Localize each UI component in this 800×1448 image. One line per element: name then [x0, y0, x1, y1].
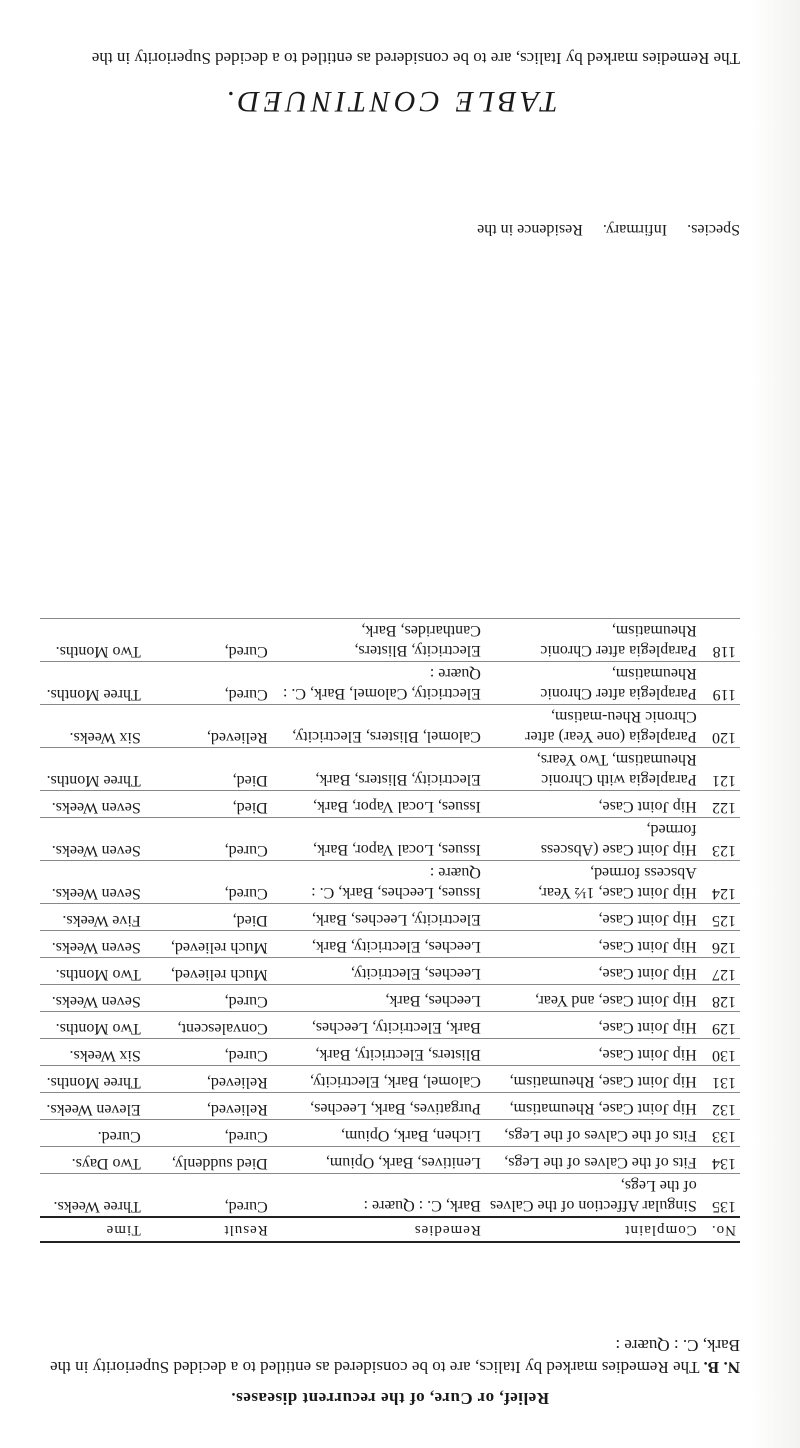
- time-cell: Seven Weeks.: [40, 861, 145, 904]
- table-row: [40, 705, 740, 748]
- case-table: [40, 618, 740, 1243]
- result-cell: Cured,: [145, 985, 272, 1012]
- result-cell: Cured,: [145, 1039, 272, 1066]
- table-row: [40, 904, 740, 931]
- time-cell: Eleven Weeks.: [40, 1093, 145, 1120]
- table-row: [40, 1039, 740, 1066]
- complaint-cell: Paraplegia after Chronic Rheumatism,: [485, 662, 701, 705]
- complaint-cell: Hip Joint Case,: [485, 791, 701, 818]
- time-cell: Seven Weeks.: [40, 985, 145, 1012]
- table-row: [40, 1174, 740, 1218]
- remedies-cell: Calomel, Bark, Electricity,: [272, 1066, 485, 1093]
- running-head: Relief, or Cure, of the recurrent diseases.: [230, 1389, 550, 1408]
- case-number: 131: [701, 1066, 740, 1093]
- complaint-cell: Paraplegia (one Year) after Chronic Rheu-matism,: [485, 705, 701, 748]
- time-cell: Seven Weeks.: [40, 931, 145, 958]
- remedies-cell: Leeches, Electricity,: [272, 958, 485, 985]
- time-cell: Six Weeks.: [40, 1039, 145, 1066]
- case-number: 128: [701, 985, 740, 1012]
- time-cell: Five Weeks.: [40, 904, 145, 931]
- result-cell: Died,: [145, 748, 272, 791]
- case-number: 120: [701, 705, 740, 748]
- remedies-cell: Electricity, Calomel, Bark, C. : Quære :: [272, 662, 485, 705]
- case-number: 132: [701, 1093, 740, 1120]
- result-cell: Cured,: [145, 818, 272, 861]
- case-number: 130: [701, 1039, 740, 1066]
- complaint-cell: Hip Joint Case,: [485, 1039, 701, 1066]
- case-number: 121: [701, 748, 740, 791]
- remedies-cell: Electricity, Leeches, Bark,: [272, 904, 485, 931]
- remedies-cell: Bark, Electricity, Leeches,: [272, 1012, 485, 1039]
- footer-infirmary: Infirmary.: [602, 221, 668, 238]
- table-row: [40, 791, 740, 818]
- case-number: 129: [701, 1012, 740, 1039]
- case-number: 122: [701, 791, 740, 818]
- table-row: [40, 1012, 740, 1039]
- result-cell: Much relieved,: [145, 958, 272, 985]
- remedies-cell: Leeches, Electricity, Bark,: [272, 931, 485, 958]
- table-row: [40, 748, 740, 791]
- complaint-cell: Paraplegia after Chronic Rheumatism,: [485, 619, 701, 662]
- result-cell: Died,: [145, 791, 272, 818]
- time-cell: Cured.: [40, 1120, 145, 1147]
- result-cell: Cured,: [145, 662, 272, 705]
- time-cell: Two Months.: [40, 619, 145, 662]
- table-row: [40, 861, 740, 904]
- complaint-cell: Hip Joint Case, and Year,: [485, 985, 701, 1012]
- result-cell: Much relieved,: [145, 931, 272, 958]
- complaint-cell: Hip Joint Case,: [485, 931, 701, 958]
- result-cell: Relieved,: [145, 705, 272, 748]
- time-cell: Three Months.: [40, 662, 145, 705]
- intro-text: The Remedies marked by Italics, are to be considered as entitled to a decided Superiority in the Bark, C. : Quære :: [50, 1336, 740, 1377]
- complaint-cell: Hip Joint Case, 1½ Year, Abscess formed,: [485, 861, 701, 904]
- remedies-cell: Bark, C. : Quære :: [272, 1174, 485, 1218]
- result-cell: Cured,: [145, 1174, 272, 1218]
- result-cell: Cured,: [145, 1120, 272, 1147]
- complaint-cell: Fits of the Calves of the Legs,: [485, 1147, 701, 1174]
- case-number: 123: [701, 818, 740, 861]
- complaint-cell: Hip Joint Case,: [485, 904, 701, 931]
- complaint-cell: Singular Affection of the Calves of the Legs,: [485, 1174, 701, 1218]
- case-number: 135: [701, 1174, 740, 1218]
- table-row: [40, 958, 740, 985]
- remedies-cell: Issues, Local Vapor, Bark,: [272, 791, 485, 818]
- time-cell: Three Months.: [40, 748, 145, 791]
- intro-label: N. B.: [703, 1358, 740, 1377]
- remedies-cell: Issues, Leeches, Bark, C. : Quære :: [272, 861, 485, 904]
- remedies-cell: Electricity, Blisters, Cantharides, Bark,: [272, 619, 485, 662]
- remedies-cell: Lenitives, Bark, Opium,: [272, 1147, 485, 1174]
- result-cell: Relieved,: [145, 1066, 272, 1093]
- intro-note: [50, 1334, 740, 1378]
- bottom-text: The Remedies marked by Italics, are to be considered as entitled to a decided Superiority in the: [91, 49, 740, 68]
- complaint-cell: Hip Joint Case,: [485, 958, 701, 985]
- result-cell: Cured,: [145, 619, 272, 662]
- table-body: [40, 619, 740, 1218]
- time-cell: Three Weeks.: [40, 1174, 145, 1218]
- result-cell: Relieved,: [145, 1093, 272, 1120]
- remedies-cell: Issues, Local Vapor, Bark,: [272, 818, 485, 861]
- remedies-cell: Leeches, Bark,: [272, 985, 485, 1012]
- complaint-cell: Paraplegia with Chronic Rheumatism, Two Years,: [485, 748, 701, 791]
- table-row: [40, 1120, 740, 1147]
- footer-residence: Residence in the: [477, 221, 583, 238]
- footer-species: Species.: [687, 221, 740, 238]
- time-cell: Two Months.: [40, 1012, 145, 1039]
- remedies-cell: Lichen, Bark, Opium,: [272, 1120, 485, 1147]
- table-row: [40, 1147, 740, 1174]
- complaint-cell: Hip Joint Case,: [485, 1012, 701, 1039]
- complaint-cell: Hip Joint Case, Rheumatism,: [485, 1093, 701, 1120]
- case-number: 119: [701, 662, 740, 705]
- case-number: 126: [701, 931, 740, 958]
- result-cell: Died,: [145, 904, 272, 931]
- time-cell: Two Months.: [40, 958, 145, 985]
- table-row: [40, 985, 740, 1012]
- table-row: [40, 619, 740, 662]
- table-header-row: [40, 1217, 740, 1242]
- case-number: 125: [701, 904, 740, 931]
- table-row: [40, 1066, 740, 1093]
- remedies-cell: Blisters, Electricity, Bark,: [272, 1039, 485, 1066]
- result-cell: Died suddenly,: [145, 1147, 272, 1174]
- table-row: [40, 1093, 740, 1120]
- case-number: 134: [701, 1147, 740, 1174]
- result-cell: Convalescent,: [145, 1012, 272, 1039]
- complaint-cell: Fits of the Calves of the Legs,: [485, 1120, 701, 1147]
- header-remedies: Remedies: [272, 1217, 485, 1242]
- table-row: [40, 818, 740, 861]
- table-footer: [40, 220, 740, 238]
- case-number: 127: [701, 958, 740, 985]
- time-cell: Two Days.: [40, 1147, 145, 1174]
- header-complaint: Complaint: [485, 1217, 701, 1242]
- table-row: [40, 931, 740, 958]
- complaint-cell: Hip Joint Case (Abscess formed,: [485, 818, 701, 861]
- complaint-cell: Hip Joint Case, Rheumatism,: [485, 1066, 701, 1093]
- header-no: No.: [701, 1217, 740, 1242]
- remedies-cell: Electricity, Blisters, Bark,: [272, 748, 485, 791]
- result-cell: Cured,: [145, 861, 272, 904]
- time-cell: Seven Weeks.: [40, 818, 145, 861]
- time-cell: Three Months.: [40, 1066, 145, 1093]
- table-caption: TABLE CONTINUED.: [222, 85, 558, 118]
- time-cell: Seven Weeks.: [40, 791, 145, 818]
- header-result: Result: [145, 1217, 272, 1242]
- remedies-cell: Purgatives, Bark, Leeches,: [272, 1093, 485, 1120]
- remedies-cell: Calomel, Blisters, Electricity,: [272, 705, 485, 748]
- case-number: 133: [701, 1120, 740, 1147]
- table-row: [40, 662, 740, 705]
- case-number: 118: [701, 619, 740, 662]
- header-time: Time: [40, 1217, 145, 1242]
- time-cell: Six Weeks.: [40, 705, 145, 748]
- case-number: 124: [701, 861, 740, 904]
